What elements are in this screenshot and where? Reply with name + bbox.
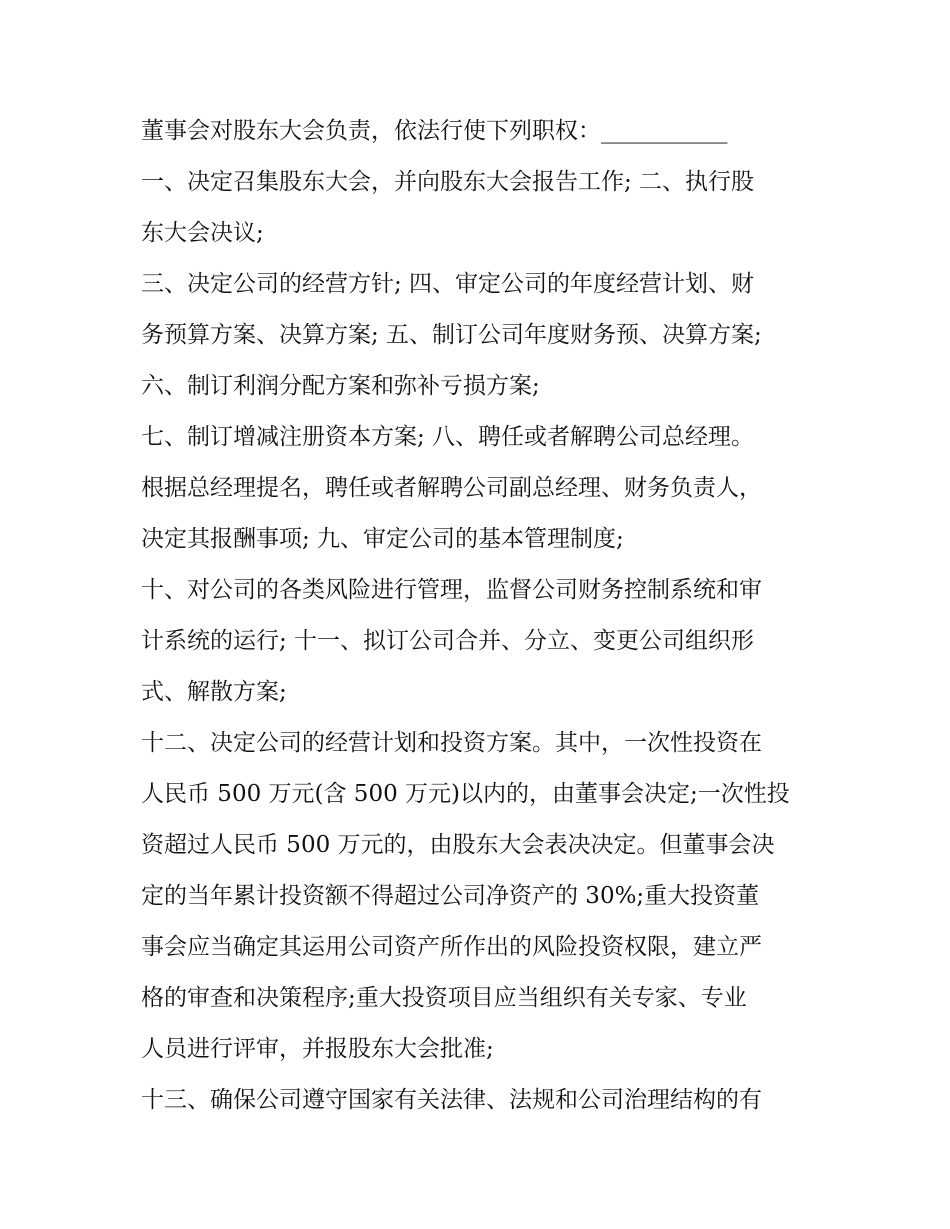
text-line: 一、决定召集股东大会，并向股东大会报告工作; 二、执行股 bbox=[141, 169, 755, 195]
text-line: 资超过人民币 500 万元的，由股东大会表决决定。但董事会决 bbox=[141, 832, 775, 858]
text-line: 人民币 500 万元(含 500 万元)以内的，由董事会决定;一次性投 bbox=[141, 781, 790, 807]
text-line: 计系统的运行; 十一、拟订公司合并、分立、变更公司组织形 bbox=[141, 628, 755, 654]
text-line: 格的审查和决策程序;重大投资项目应当组织有关专家、专业 bbox=[141, 985, 747, 1011]
text-line: 定的当年累计投资额不得超过公司净资产的 30%;重大投资董 bbox=[141, 883, 760, 909]
text-line: 七、制订增减注册资本方案; 八、聘任或者解聘公司总经理。 bbox=[141, 424, 755, 450]
text-line: 式、解散方案; bbox=[141, 679, 287, 705]
text-line: 三、决定公司的经营方针; 四、审定公司的年度经营计划、财 bbox=[141, 271, 755, 297]
document-body bbox=[141, 106, 821, 1126]
text-line: 十三、确保公司遵守国家有关法律、法规和公司治理结构的有 bbox=[141, 1087, 762, 1113]
text-line: 事会应当确定其运用公司资产所作出的风险投资权限，建立严 bbox=[141, 934, 762, 960]
text-line: 东大会决议; bbox=[141, 220, 264, 246]
text-line: 十二、决定公司的经营计划和投资方案。其中，一次性投资在 bbox=[141, 730, 762, 756]
text-line: 人员进行评审，并报股东大会批准; bbox=[141, 1036, 494, 1062]
text-line: 董事会对股东大会负责，依法行使下列职权：___________ bbox=[141, 118, 728, 144]
text-line: 务预算方案、决算方案; 五、制订公司年度财务预、决算方案; bbox=[141, 322, 762, 348]
text-line: 决定其报酬事项; 九、审定公司的基本管理制度; bbox=[141, 526, 624, 552]
text-line: 六、制订利润分配方案和弥补亏损方案; bbox=[141, 373, 540, 399]
text-line: 十、对公司的各类风险进行管理，监督公司财务控制系统和审 bbox=[141, 577, 762, 603]
text-line: 根据总经理提名，聘任或者解聘公司副总经理、财务负责人， bbox=[141, 475, 762, 501]
